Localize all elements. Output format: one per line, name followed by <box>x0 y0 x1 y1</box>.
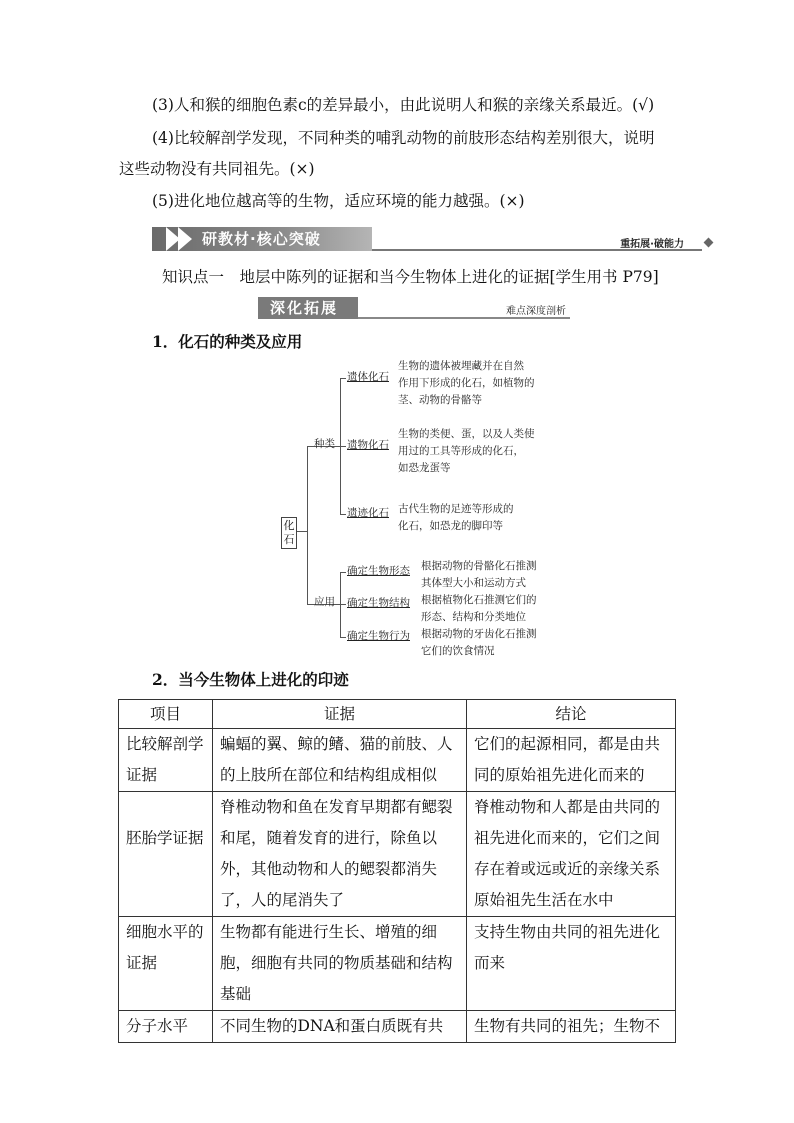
diagram-connector <box>340 446 346 447</box>
table-header: 证据 <box>213 700 467 729</box>
use-name: 确定生物形态 <box>347 565 410 577</box>
type-name: 遗迹化石 <box>347 507 389 519</box>
use-desc: 根据动物的牙齿化石推测 它们的饮食情况 <box>421 628 537 657</box>
intro-item-3: (3)人和猴的细胞色素c的差异最小，由此说明人和猴的亲缘关系最近。(√) <box>152 96 655 114</box>
sub-banner-subtitle: 难点深度剖析 <box>506 306 566 317</box>
evidence-table <box>118 699 676 1043</box>
sub-banner-divider <box>358 317 570 319</box>
type-desc: 生物的类便、蛋，以及人类使 用过的工具等形成的化石， 如恐龙蛋等 <box>398 428 535 474</box>
table-row <box>119 917 676 1011</box>
type-name: 遗体化石 <box>347 371 389 383</box>
diagram-root: 化石 <box>281 517 297 549</box>
banner-subtitle: 重拓展·破能力 <box>620 239 684 250</box>
table-cell: 生物都有能进行生长、增殖的细胞，细胞有共同的物质基础和结构基础 <box>213 917 467 1011</box>
intro-item-5: (5)进化地位越高等的生物，适应环境的能力越强。(×) <box>152 192 525 210</box>
diagram-connector <box>340 637 346 638</box>
table-cell: 蝙蝠的翼、鲸的鳍、猫的前肢、人的上肢所在部位和结构组成相似 <box>213 729 467 792</box>
diagram-connector <box>340 514 346 515</box>
section2-heading: 2．当今生物体上进化的印迹 <box>152 670 349 689</box>
table-cell: 分子水平 <box>119 1011 213 1043</box>
table-cell: 支持生物由共同的祖先进化而来 <box>467 917 676 1011</box>
table-row <box>119 1011 676 1043</box>
table-header-row <box>119 700 676 729</box>
diagram-connector <box>340 378 346 379</box>
table-row <box>119 792 676 917</box>
table-cell: 脊椎动物和鱼在发育早期都有鳃裂和尾，随着发育的进行，除鱼以外，其他动物和人的鳃裂都消失了，人的尾消失了 <box>213 792 467 917</box>
table-row <box>119 729 676 792</box>
use-desc: 根据动物的骨骼化石推测 其体型大小和运动方式 <box>421 560 537 589</box>
table-cell: 生物有共同的祖先；生物不 <box>467 1011 676 1043</box>
table-cell: 它们的起源相同，都是由共同的原始祖先进化而来的 <box>467 729 676 792</box>
branch-use-label: 应用 <box>314 596 335 608</box>
intro-item-4: (4)比较解剖学发现，不同种类的哺乳动物的前肢形态结构差别很大，说明 <box>152 129 655 147</box>
table-cell: 胚胎学证据 <box>119 792 213 917</box>
diagram-connector <box>307 446 308 604</box>
sub-banner <box>258 297 570 319</box>
intro-item-4-cont: 这些动物没有共同祖先。(×) <box>119 160 315 178</box>
sub-banner-title: 深化拓展 <box>270 299 339 317</box>
table-cell: 比较解剖学证据 <box>119 729 213 792</box>
use-name: 确定生物行为 <box>347 630 410 642</box>
type-desc: 古代生物的足迹等形成的 化石，如恐龙的脚印等 <box>398 503 514 532</box>
table-cell: 细胞水平的证据 <box>119 917 213 1011</box>
table-cell: 不同生物的DNA和蛋白质既有共 <box>213 1011 467 1043</box>
table-cell: 脊椎动物和人都是由共同的祖先进化而来的，它们之间存在着或远或近的亲缘关系原始祖先生活在水中 <box>467 792 676 917</box>
banner-title: 研教材·核心突破 <box>202 230 321 248</box>
knowledge-point-title: 知识点一 地层中陈列的证据和当今生物体上进化的证据[学生用书 P79] <box>162 268 659 286</box>
diagram-connector <box>297 531 307 532</box>
chevron-icon <box>178 227 192 251</box>
section-banner <box>152 224 712 254</box>
branch-types-label: 种类 <box>314 438 335 450</box>
use-name: 确定生物结构 <box>347 597 410 609</box>
diagram-connector <box>340 604 346 605</box>
diamond-icon <box>704 238 714 248</box>
type-desc: 生物的遗体被埋藏并在自然 作用下形成的化石，如植物的 茎、动物的骨骼等 <box>398 360 535 406</box>
section1-heading: 1．化石的种类及应用 <box>152 332 303 351</box>
table-header: 结论 <box>467 700 676 729</box>
table-header: 项目 <box>119 700 213 729</box>
diagram-connector <box>340 572 346 573</box>
use-desc: 根据植物化石推测它们的 形态、结构和分类地位 <box>421 594 537 623</box>
type-name: 遗物化石 <box>347 439 389 451</box>
